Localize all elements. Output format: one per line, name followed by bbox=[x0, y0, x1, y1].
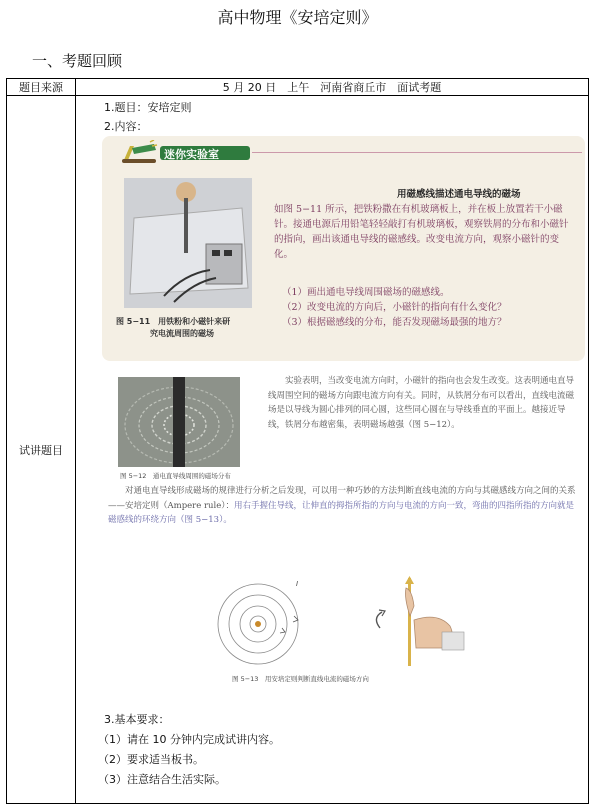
concentric-field-lines bbox=[218, 584, 298, 664]
paragraph-ampere-rule bbox=[108, 484, 578, 528]
figure-5-11-caption bbox=[116, 316, 264, 340]
requirements-block bbox=[98, 710, 280, 790]
content-line: 2.内容： bbox=[104, 120, 148, 133]
figure-5-12-caption: 图 5−12 通电直导线周围的磁场分布 bbox=[120, 472, 231, 480]
figure-5-11-caption-line2: 究电流周围的磁场 bbox=[150, 329, 214, 338]
requirement-item-1: （1）请在 10 分钟内完成试讲内容。 bbox=[98, 733, 280, 746]
document-title: 高中物理《安培定则》 bbox=[217, 8, 378, 27]
current-label: I bbox=[296, 580, 299, 588]
requirement-item-3: （3）注意结合生活实际。 bbox=[98, 773, 226, 786]
experiment-item-2: （2）改变电流的方向后，小磁针的指向有什么变化？ bbox=[282, 302, 507, 313]
ampere-rule-diagram bbox=[210, 576, 480, 668]
source-value: 5 月 20 日 上午 河南省商丘市 面试考题 bbox=[76, 79, 589, 96]
experiment-item-3: （3）根据磁感线的分布，能否发现磁场最强的地方？ bbox=[282, 317, 507, 328]
paragraph-ampere-rule-intro: 对通电直导线形成磁场的规律进行分析之后发现，可以用一种巧妙的方法判断直线电流的方向与其磁感线方向之间的关系——安培定则（Ampere rule）： bbox=[108, 486, 576, 511]
textbook-excerpt bbox=[102, 136, 585, 691]
figure-5-11-caption-line1: 图 5−11 用铁粉和小磁针来研 bbox=[116, 317, 231, 326]
experiment-item-1: （1）画出通电导线周围磁场的磁感线。 bbox=[282, 287, 450, 298]
mini-lab-banner bbox=[106, 138, 252, 166]
projector-icon bbox=[120, 140, 158, 164]
right-hand-icon bbox=[376, 576, 464, 666]
ampere-rule-statement: 用右手握住导线，让伸直的拇指所指的方向与电流的方向一致，弯曲的四指所指的方向就是磁感线的环绕方向 bbox=[108, 500, 575, 525]
banner-divider bbox=[252, 152, 582, 153]
figure-5-13-caption: 图 5−13 用安培定则判断直线电流的磁场方向 bbox=[232, 675, 369, 683]
experiment-photo bbox=[124, 178, 252, 308]
question-content bbox=[76, 96, 589, 804]
topic-line: 1.题目：安培定则 bbox=[104, 101, 192, 114]
banner-label: 迷你实验室 bbox=[164, 148, 219, 161]
exam-table bbox=[6, 78, 589, 804]
section-heading: 一、考题回顾 bbox=[32, 52, 123, 70]
paragraph-observation: 实验表明，当改变电流方向时，小磁针的指向也会发生改变。这表明通电直导线周围空间的磁场方向跟电流方向有关。同时，从铁屑分布可以看出，直线电流磁场是以导线为圆心排列的同心圆，这些同心圆在与导线垂直的平面上。越接近导线，铁屑分布越密集，表明磁场越强（图 5−12）。 bbox=[268, 376, 575, 430]
source-label: 题目来源 bbox=[7, 79, 76, 96]
question-row bbox=[7, 96, 589, 804]
experiment-text: 如图 5−11 所示，把铁粉撒在有机玻璃板上，并在板上放置若干小磁针。接通电源后用铅笔轻轻敲打有机玻璃板，观察铁屑的分布和小磁针的指向，画出该通电导线的磁感线。改变电流方向，观察小磁针的变化。 bbox=[274, 204, 569, 260]
mini-lab-panel bbox=[102, 136, 585, 361]
source-row bbox=[7, 79, 589, 96]
requirements-heading: 3.基本要求： bbox=[104, 713, 170, 726]
iron-filings-photo bbox=[118, 377, 240, 467]
paragraph-ampere-rule-end: （图 5−13）。 bbox=[176, 515, 232, 525]
question-label: 试讲题目 bbox=[7, 96, 76, 804]
requirement-item-2: （2）要求适当板书。 bbox=[98, 753, 204, 766]
experiment-title: 用磁感线描述通电导线的磁场 bbox=[397, 189, 521, 200]
